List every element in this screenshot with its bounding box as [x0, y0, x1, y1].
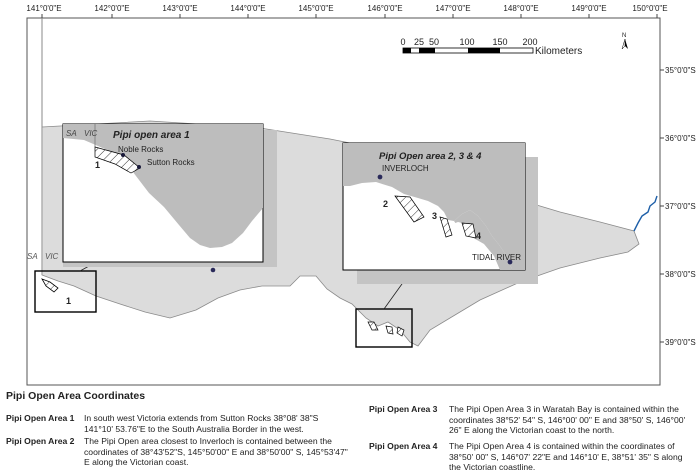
coordinates-legend	[4, 388, 696, 474]
area2-text: The Pipi Open area closest to Inverloch is contained between the coordinates of 38°43'52"S, 145°50'00" E and 38°50'00" S, 145°53'47" E along the Victorian coast.	[84, 436, 348, 467]
lon-label-143: 143°0'0"E	[162, 4, 198, 13]
inset234-zone2: 2	[383, 199, 389, 209]
scale-tick-0: 0	[400, 37, 406, 47]
inset-area234	[343, 143, 525, 270]
scale-tick-25: 25	[413, 37, 425, 47]
lon-label-141: 141°0'0"E	[26, 4, 62, 13]
latitude-ticks	[660, 70, 664, 342]
area3-title: Pipi Open Area 3	[369, 404, 438, 414]
lon-label-146: 146°0'0"E	[367, 4, 403, 13]
scale-tick-50: 50	[428, 37, 440, 47]
inset1-zone-number: 1	[95, 160, 101, 170]
longitude-ticks	[42, 14, 657, 18]
north-label: N	[622, 33, 627, 39]
scale-bar	[403, 48, 533, 53]
lon-label-148: 148°0'0"E	[503, 4, 539, 13]
main-vic-label: VIC	[45, 252, 59, 261]
legend-area3	[369, 404, 694, 438]
lat-label-35: 35°0'0"S	[665, 66, 696, 75]
inset1-noble-rocks: Noble Rocks	[118, 145, 164, 154]
area1-text: In south west Victoria extends from Sutton Rocks 38°08' 38"S 141°10' 53.76"E to the South Australia Border in the west.	[84, 413, 319, 434]
inset1-title: Pipi open area 1	[113, 130, 190, 141]
area2-title: Pipi Open Area 2	[6, 436, 75, 446]
lon-label-150: 150°0'0"E	[632, 4, 668, 13]
inset234-zone3: 3	[432, 211, 438, 221]
scale-unit: Kilometers	[535, 46, 583, 57]
legend-area4	[369, 441, 694, 474]
legend-heading: Pipi Open Area Coordinates	[6, 390, 146, 402]
inset234-title: Pipi Open area 2, 3 & 4	[379, 151, 482, 162]
lon-label-142: 142°0'0"E	[94, 4, 130, 13]
area4-title: Pipi Open Area 4	[369, 441, 438, 451]
lon-label-147: 147°0'0"E	[435, 4, 471, 13]
main-sa-label: SA	[27, 252, 38, 261]
lon-label-149: 149°0'0"E	[571, 4, 607, 13]
inset234-zone4: 4	[476, 231, 482, 241]
lat-label-36: 36°0'0"S	[665, 134, 696, 143]
lat-label-37: 37°0'0"S	[665, 202, 696, 211]
legend-area1	[6, 413, 348, 437]
inset1-sutton-rocks: Sutton Rocks	[147, 158, 195, 167]
lat-label-39: 39°0'0"S	[665, 338, 696, 347]
lon-label-144: 144°0'0"E	[230, 4, 266, 13]
scale-tick-100: 100	[459, 37, 475, 47]
inset234-tidal-river: TIDAL RIVER	[472, 253, 522, 262]
area3-text: The Pipi Open Area 3 in Waratah Bay is contained within the coordinates 38°52' 54" S, 146°00' 00" E and 38°50' S, 146°00' 26" E along the Victorian coast to the north.	[449, 404, 686, 435]
inset234-inverloch: INVERLOCH	[382, 164, 429, 173]
box1-number: 1	[66, 296, 72, 306]
scale-tick-200: 200	[522, 37, 538, 47]
location-point	[211, 268, 216, 273]
area1-title: Pipi Open Area 1	[6, 413, 75, 423]
scale-tick-150: 150	[492, 37, 508, 47]
area4-text: The Pipi Open Area 4 is contained within the coordinates of 38°50' 00" S, 146°07' 22"E and 146°10' E, 38°51' 35" S along the Victorian coastline.	[449, 441, 683, 472]
lat-label-38: 38°0'0"S	[665, 270, 696, 279]
legend-area2	[6, 436, 348, 470]
inset1-vic-label: VIC	[84, 129, 98, 138]
lon-label-145: 145°0'0"E	[298, 4, 334, 13]
inset1-sa-label: SA	[66, 129, 77, 138]
